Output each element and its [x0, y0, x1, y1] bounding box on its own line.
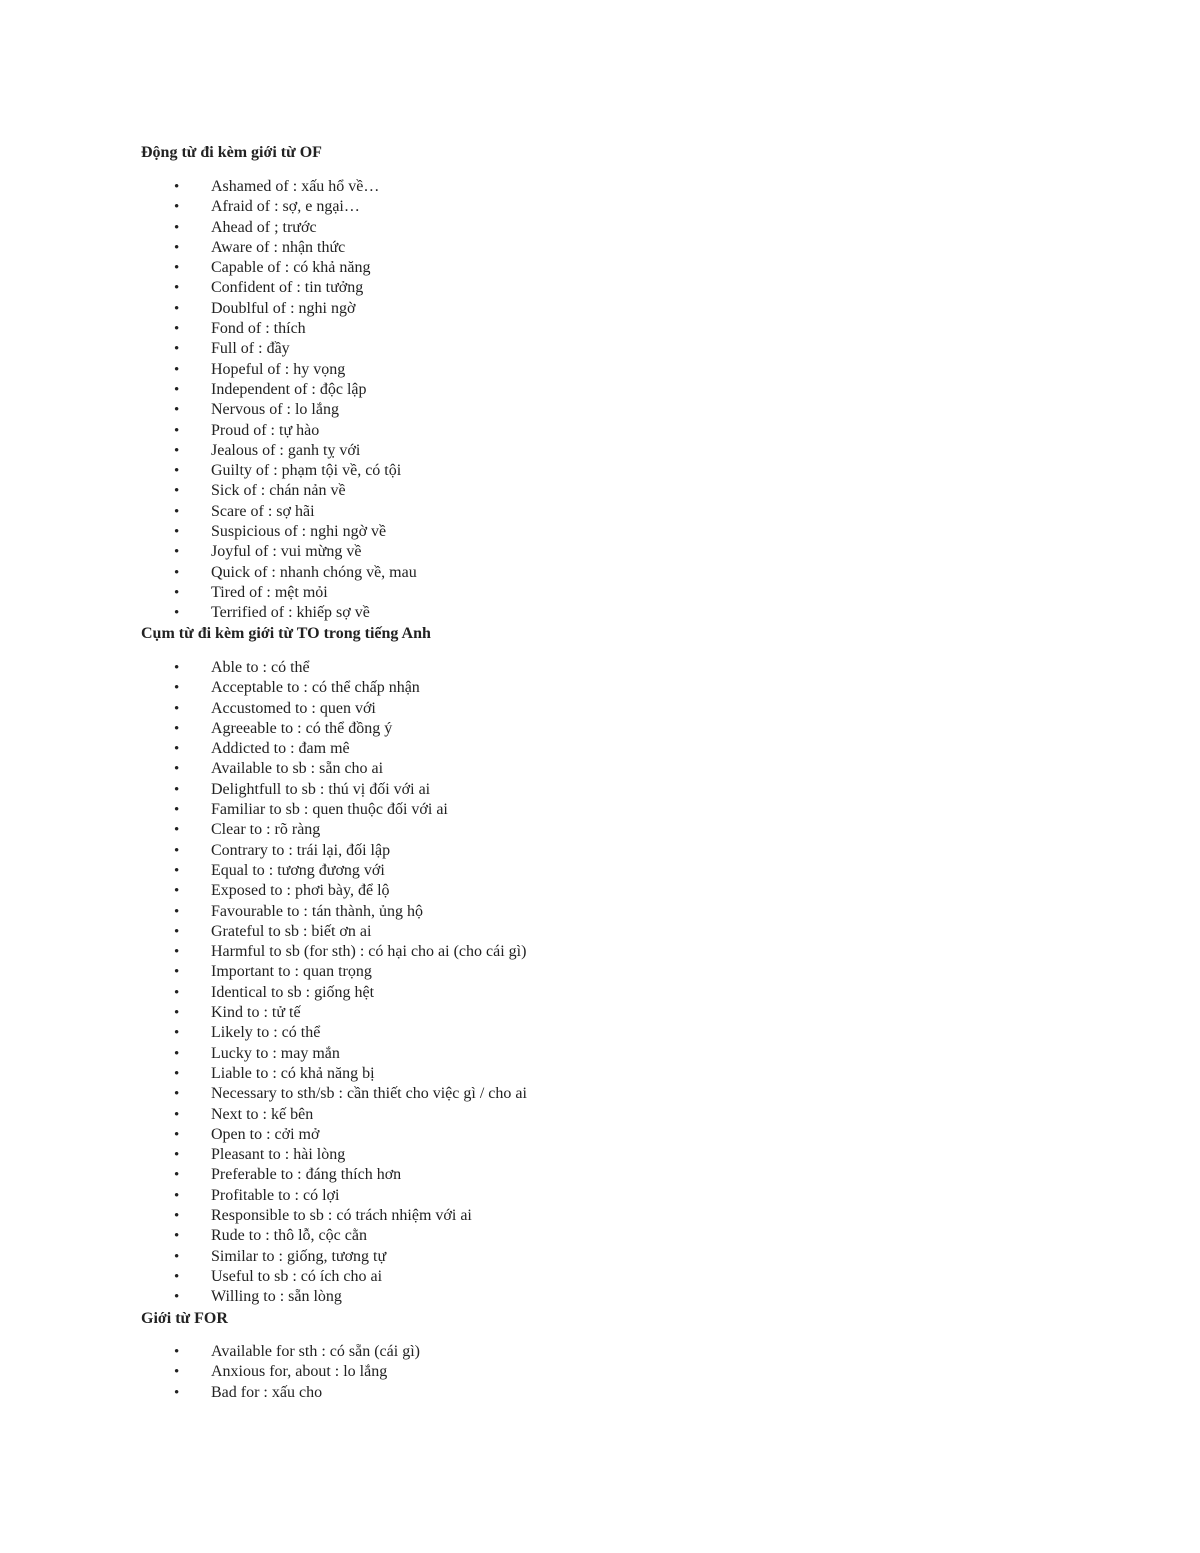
bullet-icon: • — [174, 219, 180, 236]
bullet-icon: • — [174, 1065, 180, 1082]
list-item-text: Suspicious of : nghi ngờ về — [211, 523, 387, 541]
list-item-text: Favourable to : tán thành, ủng hộ — [211, 902, 423, 920]
bullet-icon: • — [174, 564, 180, 581]
list-item-text: Hopeful of : hy vọng — [211, 360, 346, 378]
list-item-text: Sick of : chán nản về — [211, 482, 346, 500]
bullet-icon: • — [174, 802, 180, 819]
list-item-text: Accustomed to : quen với — [211, 699, 376, 717]
bullet-icon: • — [174, 1187, 180, 1204]
bullet-icon: • — [174, 361, 180, 378]
bullet-icon: • — [174, 1208, 180, 1225]
list-item-text: Equal to : tương đương với — [211, 861, 385, 879]
bullet-icon: • — [174, 463, 180, 480]
section-title-to: Cụm từ đi kèm giới từ TO trong tiếng Anh — [141, 625, 431, 642]
bullet-icon: • — [174, 923, 180, 940]
bullet-icon: • — [174, 280, 180, 297]
bullet-icon: • — [174, 544, 180, 561]
list-item-text: Guilty of : phạm tội về, có tội — [211, 462, 402, 480]
list-item-text: Open to : cởi mở — [211, 1125, 320, 1143]
bullet-icon: • — [174, 883, 180, 900]
list-item-text: Acceptable to : có thể chấp nhận — [211, 679, 420, 697]
bullet-icon: • — [174, 1384, 180, 1401]
bullet-icon: • — [174, 1045, 180, 1062]
bullet-icon: • — [174, 584, 180, 601]
list-item-text: Proud of : tự hào — [211, 421, 320, 439]
bullet-icon: • — [174, 862, 180, 879]
list-item-text: Contrary to : trái lại, đối lập — [211, 841, 391, 859]
list-item-text: Exposed to : phơi bày, để lộ — [211, 882, 390, 900]
list-item-text: Scare of : sợ hãi — [211, 502, 315, 520]
bullet-icon: • — [174, 199, 180, 216]
bullet-icon: • — [174, 300, 180, 317]
bullet-icon: • — [174, 605, 180, 622]
bullet-icon: • — [174, 1126, 180, 1143]
section-title-for: Giới từ FOR — [141, 1310, 228, 1327]
list-item-text: Profitable to : có lợi — [211, 1186, 340, 1204]
list-item-text: Likely to : có thể — [211, 1024, 321, 1042]
bullet-icon: • — [174, 700, 180, 717]
list-item-text: Aware of : nhận thức — [211, 238, 346, 256]
list-item-text: Grateful to sb : biết ơn ai — [211, 922, 372, 940]
bullet-icon: • — [174, 1248, 180, 1265]
list-item-text: Independent of : độc lập — [211, 380, 367, 398]
list-item-text: Bad for : xấu cho — [211, 1383, 323, 1401]
list-item-text: Clear to : rõ ràng — [211, 821, 321, 839]
list-item-text: Addicted to : đam mê — [211, 740, 350, 758]
bullet-icon: • — [174, 239, 180, 256]
list-item-text: Confident of : tin tưởng — [211, 279, 364, 297]
bullet-icon: • — [174, 680, 180, 697]
bullet-icon: • — [174, 1106, 180, 1123]
bullet-icon: • — [174, 1086, 180, 1103]
list-item-text: Lucky to : may mắn — [211, 1044, 340, 1062]
list-item-text: Important to : quan trọng — [211, 963, 372, 981]
bullet-icon: • — [174, 944, 180, 961]
list-item-text: Full of : đầy — [211, 340, 290, 358]
list-item-text: Ashamed of : xấu hổ về… — [211, 178, 380, 195]
bullet-icon: • — [174, 660, 180, 676]
list-item-text: Identical to sb : giống hệt — [211, 983, 375, 1001]
bullet-icon: • — [174, 720, 180, 737]
list-item-text: Tired of : mệt mỏi — [211, 583, 328, 601]
bullet-icon: • — [174, 503, 180, 520]
bullet-icon: • — [174, 179, 180, 195]
list-item-text: Harmful to sb (for sth) : có hại cho ai (cho cái gì) — [211, 943, 527, 961]
list-item-text: Familiar to sb : quen thuộc đối với ai — [211, 801, 448, 819]
list-item-text: Quick of : nhanh chóng về, mau — [211, 563, 417, 581]
list-item-text: Anxious for, about : lo lắng — [211, 1363, 388, 1381]
bullet-icon: • — [174, 1344, 180, 1360]
bullet-icon: • — [174, 964, 180, 981]
bullet-icon: • — [174, 1268, 180, 1285]
list-item-text: Available to sb : sẵn cho ai — [211, 760, 384, 778]
list-item-text: Willing to : sẵn lòng — [211, 1288, 342, 1306]
bullet-icon: • — [174, 984, 180, 1001]
bullet-icon: • — [174, 381, 180, 398]
bullet-icon: • — [174, 524, 180, 541]
list-item-text: Kind to : tử tế — [211, 1004, 301, 1022]
list-item-text: Nervous of : lo lắng — [211, 401, 339, 419]
bullet-icon: • — [174, 741, 180, 758]
bullet-icon: • — [174, 1167, 180, 1184]
list-item-text: Similar to : giống, tương tự — [211, 1247, 387, 1265]
bullet-icon: • — [174, 842, 180, 859]
bullet-icon: • — [174, 781, 180, 798]
list-item-text: Agreeable to : có thể đồng ý — [211, 719, 393, 737]
list-item-text: Preferable to : đáng thích hơn — [211, 1166, 402, 1184]
bullet-icon: • — [174, 1025, 180, 1042]
bullet-icon: • — [174, 483, 180, 500]
list-item-text: Liable to : có khả năng bị — [211, 1064, 375, 1082]
bullet-icon: • — [174, 422, 180, 439]
bullet-icon: • — [174, 1147, 180, 1164]
list-item-text: Delightfull to sb : thú vị đối với ai — [211, 780, 431, 798]
list-item-text: Joyful of : vui mừng về — [211, 543, 362, 561]
bullet-icon: • — [174, 1364, 180, 1381]
list-item-text: Afraid of : sợ, e ngại… — [211, 198, 360, 216]
bullet-icon: • — [174, 1289, 180, 1306]
section-title-of: Động từ đi kèm giới từ OF — [141, 144, 322, 161]
list-item-text: Able to : có thể — [211, 659, 310, 676]
bullet-icon: • — [174, 341, 180, 358]
bullet-icon: • — [174, 903, 180, 920]
list-item-text: Available for sth : có sẵn (cái gì) — [211, 1343, 420, 1360]
bullet-icon: • — [174, 761, 180, 778]
bullet-icon: • — [174, 402, 180, 419]
list-item-text: Necessary to sth/sb : cần thiết cho việc gì / cho ai — [211, 1085, 527, 1103]
list-item-text: Capable of : có khả năng — [211, 259, 371, 277]
bullet-icon: • — [174, 1228, 180, 1245]
list-item-text: Jealous of : ganh tỵ với — [211, 441, 361, 459]
bullet-icon: • — [174, 260, 180, 277]
bullet-icon: • — [174, 442, 180, 459]
list-item-text: Next to : kế bên — [211, 1105, 314, 1123]
list-item-text: Rude to : thô lỗ, cộc cằn — [211, 1227, 367, 1245]
list-item-text: Doublful of : nghi ngờ — [211, 299, 356, 317]
bullet-icon: • — [174, 822, 180, 839]
list-item-text: Pleasant to : hài lòng — [211, 1146, 346, 1164]
list-item-text: Terrified of : khiếp sợ về — [211, 604, 370, 622]
list-item-text: Responsible to sb : có trách nhiệm với ai — [211, 1207, 472, 1225]
bullet-icon: • — [174, 321, 180, 338]
bullet-icon: • — [174, 1005, 180, 1022]
list-item-text: Useful to sb : có ích cho ai — [211, 1267, 383, 1285]
list-item-text: Fond of : thích — [211, 320, 306, 338]
list-item-text: Ahead of ; trước — [211, 218, 317, 236]
